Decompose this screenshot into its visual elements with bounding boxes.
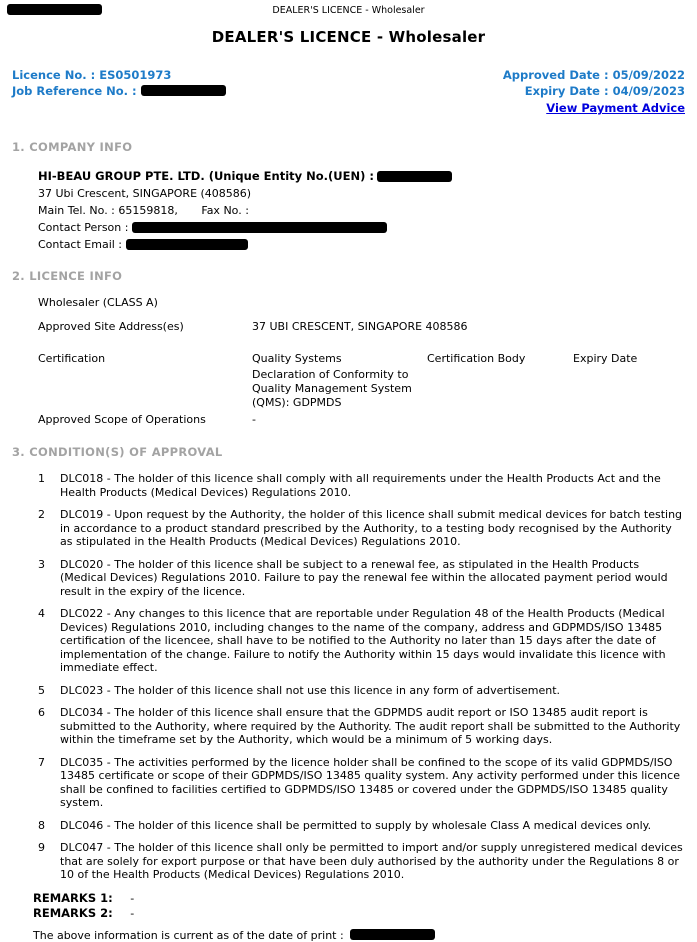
main-tel-label: Main Tel. No. : 65159818, bbox=[38, 204, 178, 217]
approved-date-value: 05/09/2022 bbox=[612, 68, 685, 82]
page-title: DEALER'S LICENCE - Wholesaler bbox=[211, 28, 486, 46]
condition-number: 1 bbox=[38, 472, 45, 485]
licence-info-block bbox=[38, 296, 685, 426]
job-ref-line bbox=[12, 83, 226, 99]
col-quality-systems: Quality Systems bbox=[252, 352, 342, 365]
top-strip bbox=[12, 4, 685, 19]
remarks-1-line bbox=[33, 891, 685, 907]
condition-text: DLC019 - Upon request by the Authority, the holder of this licence shall submit medical devices for batch testing in accordance to a product standard prescribed by the Authority, to a testing body recognised by the Authority as stipulated in the Health Products (Medical Devices) Regulations 2010. bbox=[60, 508, 683, 548]
section-heading-licence-info: 2. LICENCE INFO bbox=[12, 269, 123, 283]
remarks-2-line bbox=[33, 906, 685, 922]
approved-date-label: Approved Date : bbox=[502, 68, 609, 82]
redaction-bar-contact-email bbox=[126, 239, 248, 250]
conditions-list bbox=[38, 472, 685, 882]
approved-site-value: 37 UBI CRESCENT, SINGAPORE 408586 bbox=[252, 320, 468, 333]
contact-email-label: Contact Email : bbox=[38, 238, 123, 251]
contact-person-label: Contact Person : bbox=[38, 221, 129, 234]
condition-text: DLC020 - The holder of this licence shall be subject to a renewal fee, as stipulated in the Health Products (Medical Devices) Regulations 2010. Failure to pay the renewal fee within the allocated payment period would result in the expiry of the licence. bbox=[60, 557, 668, 598]
condition-text: DLC023 - The holder of this licence shall not use this licence in any form of advertisement. bbox=[60, 683, 561, 697]
condition-item bbox=[38, 684, 685, 698]
certification-body-cell-empty bbox=[427, 368, 573, 410]
condition-number: 7 bbox=[38, 755, 45, 769]
contact-email-line bbox=[38, 236, 685, 253]
view-payment-advice-link[interactable]: View Payment Advice bbox=[546, 101, 685, 115]
condition-item bbox=[38, 558, 685, 599]
redaction-bar-uen bbox=[377, 171, 452, 182]
section-heading-conditions: 3. CONDITION(S) OF APPROVAL bbox=[12, 445, 223, 459]
expiry-date-cell-empty bbox=[573, 368, 685, 410]
expiry-date-label: Expiry Date : bbox=[524, 84, 609, 98]
date-of-print-line bbox=[33, 929, 685, 942]
condition-number: 9 bbox=[38, 841, 45, 854]
condition-text: DLC047 - The holder of this licence shall only be permitted to import and/or supply unregistered medical devices that are solely for export purpose or that have been duly authorised by the authority under the Regulations 8 or 10 of the Health Products (Medical Devices) Regulations 2010. bbox=[60, 841, 683, 881]
company-name-uen-label: HI-BEAU GROUP PTE. LTD. (Unique Entity No.(UEN) : bbox=[38, 169, 374, 183]
approved-scope-value: - bbox=[252, 413, 256, 426]
company-address: 37 Ubi Crescent, SINGAPORE (408586) bbox=[38, 187, 252, 200]
condition-item bbox=[38, 508, 685, 549]
meta-left bbox=[12, 67, 226, 117]
company-info-block bbox=[38, 168, 685, 253]
remarks-2-label: REMARKS 2: bbox=[33, 906, 113, 920]
meta-row bbox=[12, 67, 685, 117]
condition-item bbox=[38, 472, 685, 499]
condition-text: DLC022 - Any changes to this licence that are reportable under Regulation 48 of the Health Products (Medical Devices) Regulations 2010, including changes to the name of the company, address and GDPMDS/ISO 13485 certification of the licencee, shall have to be notified to the Authority no later than 15 days after the date of implementation of the change. Failure to notify the Authority within 15 days would invalidate this licence with immediate effect. bbox=[60, 607, 666, 674]
condition-text: DLC034 - The holder of this licence shall ensure that the GDPMDS audit report or ISO 13485 audit report is submitted to the Authority, where required by the Authority. The audit report shall be submitted to the Authority within the timeframe set by the Authority, which would be a minimum of 5 working days. bbox=[60, 706, 681, 746]
fax-label: Fax No. : bbox=[201, 204, 249, 217]
condition-number: 4 bbox=[38, 607, 45, 620]
redaction-bar-print-date bbox=[350, 929, 435, 940]
approved-scope-label: Approved Scope of Operations bbox=[38, 413, 206, 426]
company-tel-fax-line bbox=[38, 202, 685, 219]
certification-table-row bbox=[38, 368, 685, 410]
print-header-title: DEALER'S LICENCE - Wholesaler bbox=[272, 5, 425, 16]
condition-number: 6 bbox=[38, 706, 45, 719]
approved-site-row bbox=[38, 320, 685, 333]
approved-scope-row bbox=[38, 413, 685, 426]
redaction-bar-contact-person bbox=[132, 222, 387, 233]
quality-systems-value: Declaration of Conformity to Quality Management System (QMS): GDPMDS bbox=[252, 368, 412, 409]
condition-item bbox=[38, 819, 685, 833]
licence-no-line bbox=[12, 67, 226, 83]
condition-item bbox=[38, 706, 685, 747]
approved-date-line bbox=[503, 67, 685, 83]
remarks-1-value: - bbox=[130, 891, 135, 905]
condition-number: 2 bbox=[38, 508, 45, 521]
redaction-bar-job-ref bbox=[141, 85, 226, 96]
contact-person-line bbox=[38, 219, 685, 236]
expiry-date-line bbox=[503, 83, 685, 99]
meta-right bbox=[503, 67, 685, 117]
remarks-2-value: - bbox=[130, 907, 135, 920]
col-certification-body: Certification Body bbox=[427, 352, 526, 365]
licence-type: Wholesaler (CLASS A) bbox=[38, 296, 158, 309]
remarks-block bbox=[33, 891, 685, 922]
col-certification: Certification bbox=[38, 352, 106, 365]
condition-text: DLC046 - The holder of this licence shall be permitted to supply by wholesale Class A medical devices only. bbox=[60, 818, 652, 832]
licence-no-value: ES0501973 bbox=[99, 68, 172, 82]
condition-text: DLC018 - The holder of this licence shall comply with all requirements under the Health Products Act and the Health Products (Medical Devices) Regulations 2010. bbox=[60, 472, 661, 499]
condition-text: DLC035 - The activities performed by the licence holder shall be confined to the scope of its valid GDPMDS/ISO 13485 certificate or scope of their GDPMDS/ISO 13485 quality system. Any activity performed under this licence shall be confined to facilities certified to GDPMDS/ISO 13485 or covered under the GDPMDS/ISO 13485 quality system. bbox=[60, 755, 680, 809]
date-of-print-label: The above information is current as of the date of print : bbox=[33, 928, 344, 942]
certification-table-header bbox=[38, 352, 685, 366]
certification-cell-empty bbox=[38, 368, 252, 410]
condition-item bbox=[38, 841, 685, 882]
job-ref-label: Job Reference No. : bbox=[12, 84, 137, 98]
condition-number: 5 bbox=[38, 683, 45, 697]
company-name-line bbox=[38, 168, 685, 185]
condition-number: 8 bbox=[38, 818, 45, 832]
condition-item bbox=[38, 756, 685, 810]
licence-no-label: Licence No. : bbox=[12, 68, 96, 82]
expiry-date-value: 04/09/2023 bbox=[612, 84, 685, 98]
approved-site-label: Approved Site Address(es) bbox=[38, 320, 184, 333]
remarks-1-label: REMARKS 1: bbox=[33, 890, 113, 905]
col-expiry-date: Expiry Date bbox=[573, 352, 638, 365]
condition-item bbox=[38, 607, 685, 675]
section-heading-company-info: 1. COMPANY INFO bbox=[12, 140, 133, 154]
condition-number: 3 bbox=[38, 557, 45, 571]
